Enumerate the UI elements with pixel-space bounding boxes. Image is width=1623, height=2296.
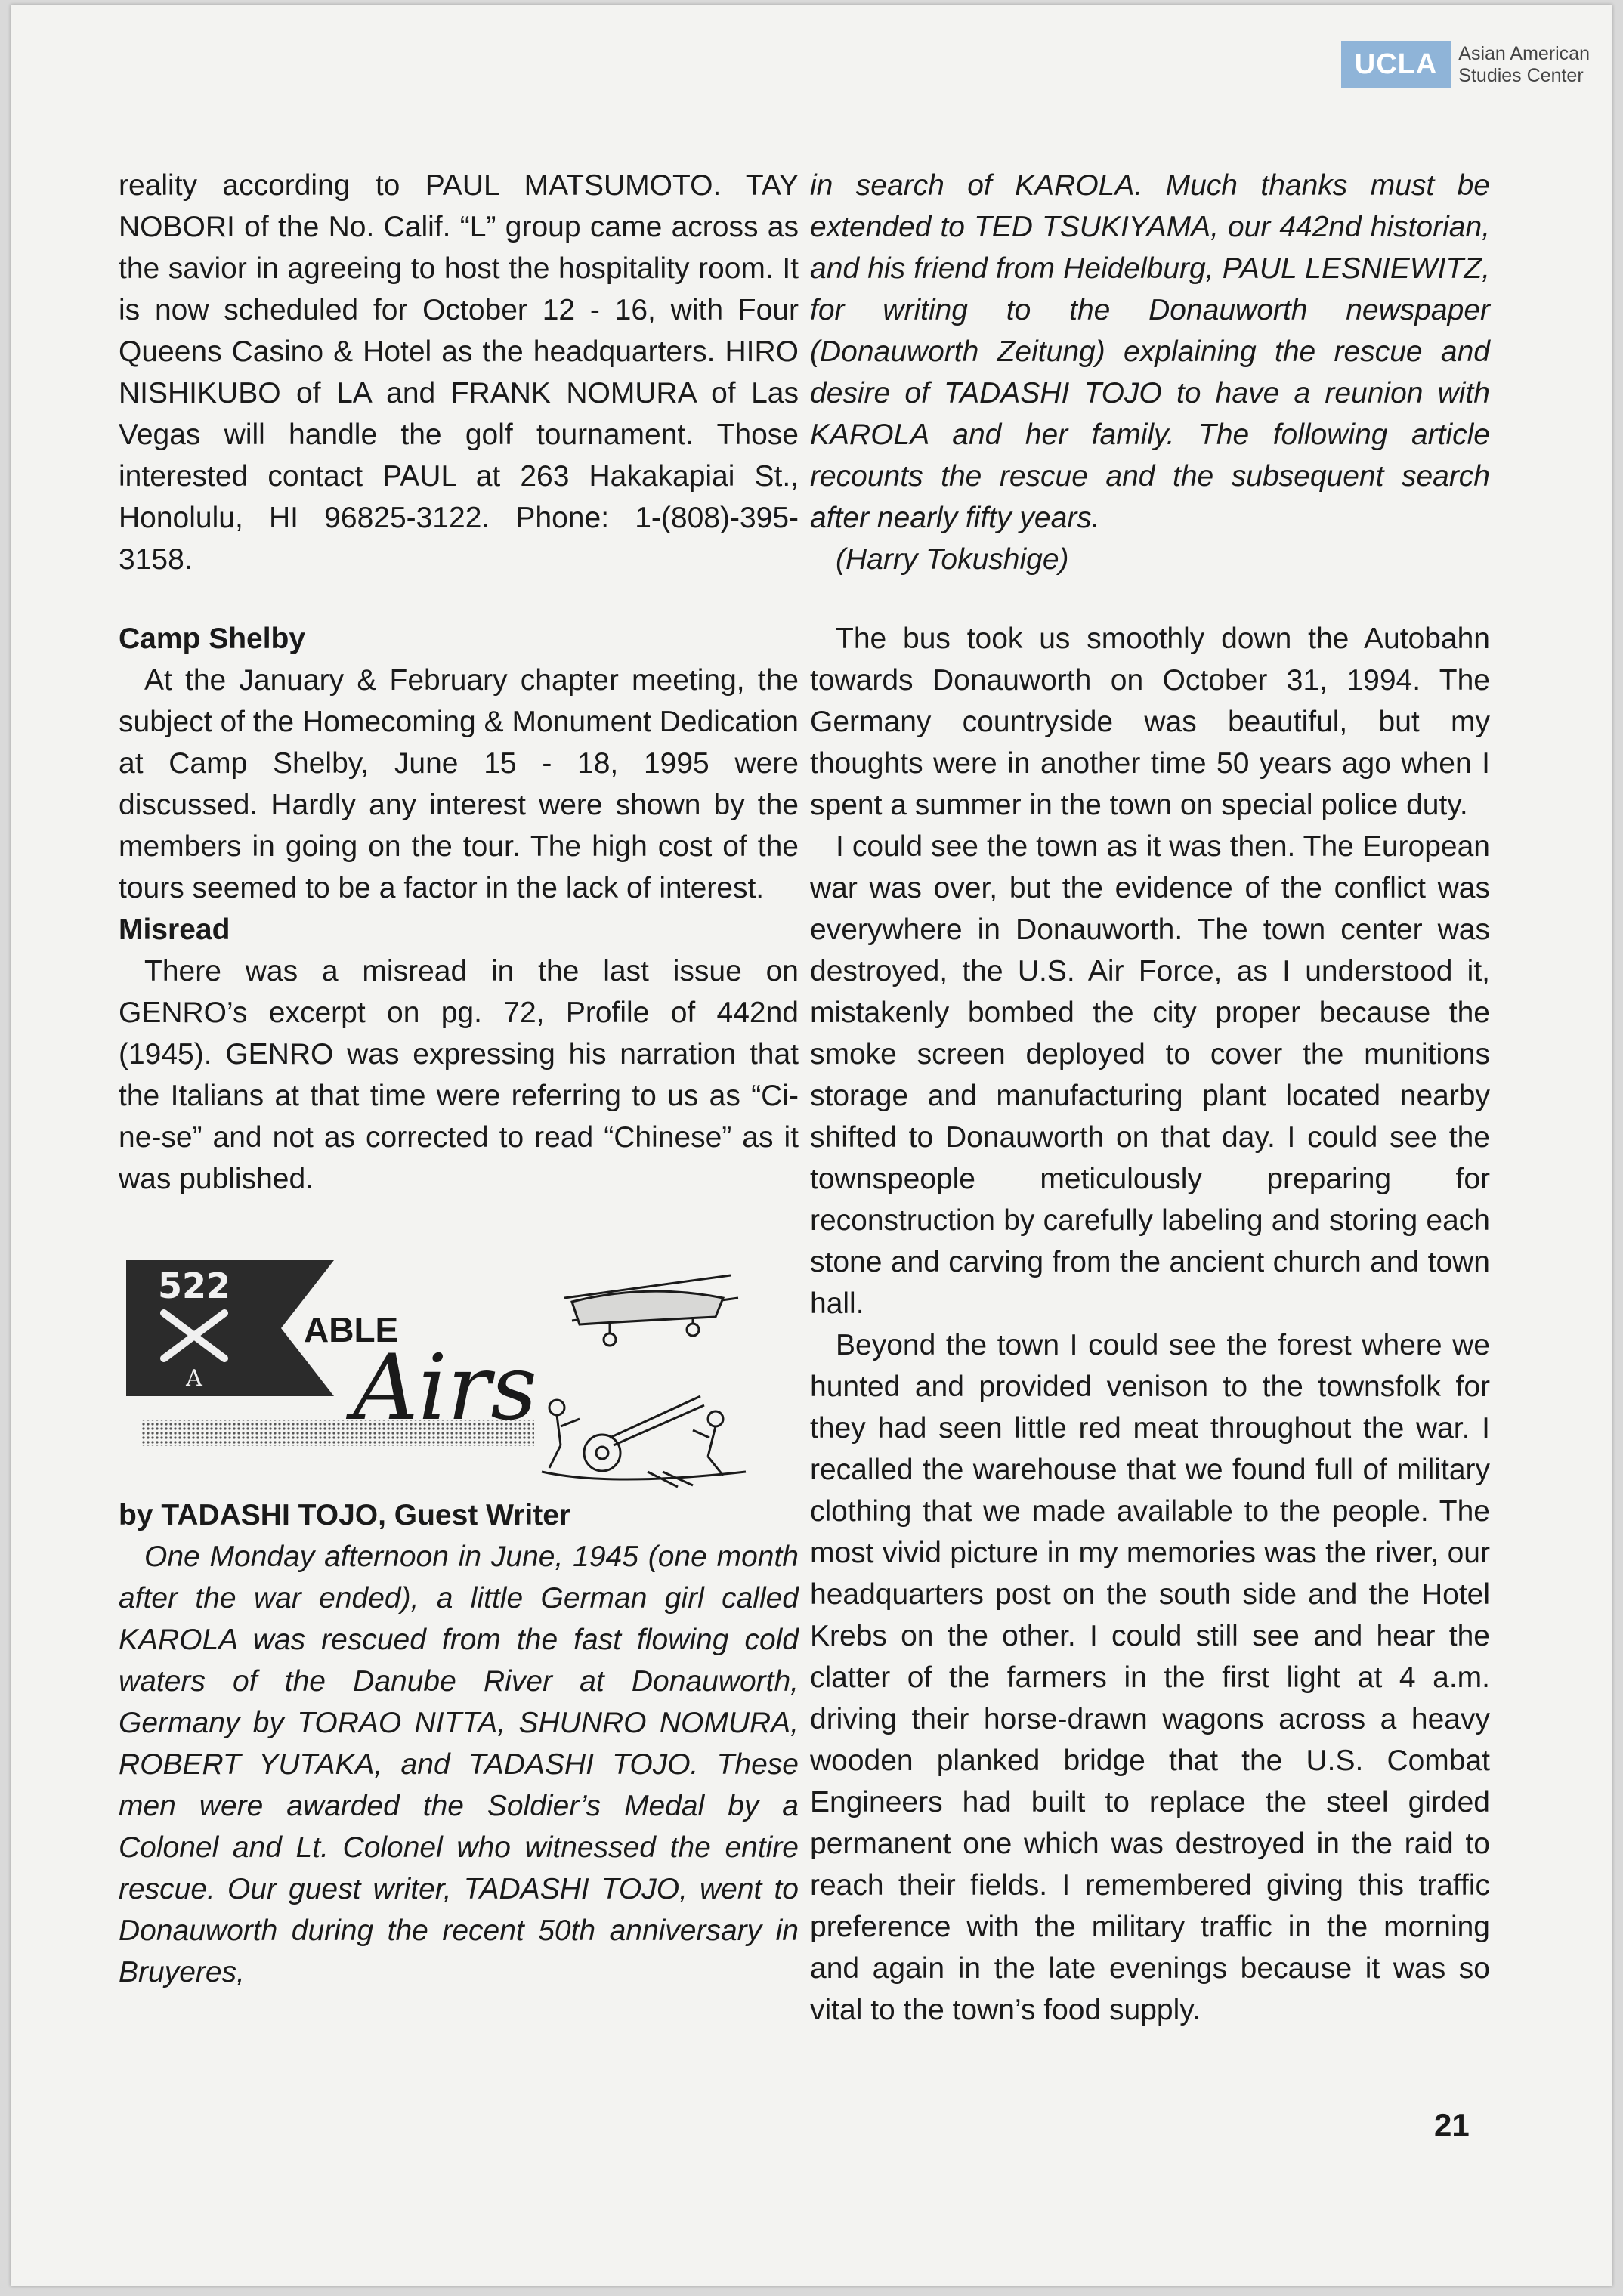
able-airs-graphic xyxy=(119,1245,784,1494)
article-paragraph-1: The bus took us smoothly down the Autobahn towards Donauworth on October 31, 1994. The Germany countryside was beautiful, but my thoughts were in another time 50 years ago when I spent a summer in the town on special police duty. xyxy=(810,623,1490,821)
able-label: ABLE xyxy=(304,1310,399,1349)
badge-caption xyxy=(1458,43,1590,87)
able-airs-logo xyxy=(119,1245,784,1494)
right-column xyxy=(810,165,1490,2031)
byline: by TADASHI TOJO, Guest Writer xyxy=(119,1499,571,1531)
unit-number: 522 xyxy=(157,1265,231,1306)
battery-letter: A xyxy=(186,1365,202,1392)
ucla-logo: UCLA xyxy=(1341,41,1451,88)
intro-paragraph: reality according to PAUL MATSUMOTO. TAY NOBORI of the No. Calif. “L” group came across as the savior in agreeing to host the hospitality room. It is now scheduled for October 12 - 16, with Four Queens Casino & Hotel as the headquarters. HIRO NISHIKUBO of LA and FRANK NOMURA of Las Vegas will handle the golf tournament. Those interested contact PAUL at 263 Hakakapiai St., Honolulu, HI 96825-3122. Phone: 1-(808)-395-3158. xyxy=(119,169,799,576)
left-column xyxy=(119,165,799,1993)
article-paragraph-3: Beyond the town I could see the forest where we hunted and provided venison to the townsfolk for they had seen little red meat throughout the war. I recalled the warehouse that we found full of military clothing that we made available to the people. The most vivid picture in my memories was the river, our headquarters post on the south side and the Hotel Krebs on the other. I could still see and hear the clatter of the farmers in the first light at 4 a.m. driving their horse-drawn wagons across a heavy wooden planked bridge that the U.S. Combat Engineers had built to replace the steel girded permanent one which was destroyed in the raid to reach their fields. I remembered giving this traffic preference with the military traffic in the morning and again in the late evenings because it was so vital to the town’s food supply. xyxy=(810,1329,1490,2026)
ucla-badge xyxy=(1341,41,1590,88)
camp-shelby-heading: Camp Shelby xyxy=(119,623,306,655)
italic-continuation: in search of KAROLA. Much thanks must be extended to TED TSUKIYAMA, our 442nd historian, and his friend from Heidelburg, PAUL LESNIEWITZ, for writing to the Donauworth newspaper (Donauworth Zeitung) explaining the rescue and desire of TADASHI TOJO to have a reunion with KAROLA and her family. The following article recounts the rescue and the subsequent search after nearly fifty years. xyxy=(810,169,1490,534)
airs-script: Airs xyxy=(353,1336,537,1441)
camp-shelby-paragraph: At the January & February chapter meeting, the subject of the Homecoming & Monument Dedication at Camp Shelby, June 15 - 18, 1995 were discussed. Hardly any interest were shown by the members in going on the tour. The high cost of the tours seemed to be a factor in the lack of interest. xyxy=(119,664,799,904)
cannon-crew-icon xyxy=(542,1396,746,1487)
badge-line-1: Asian American xyxy=(1458,42,1590,64)
badge-line-2: Studies Center xyxy=(1458,64,1584,86)
intro-italic-paragraph: One Monday afternoon in June, 1945 (one month after the war ended), a little German girl called KAROLA was rescued from the fast flowing cold waters of the Danube River at Donauworth, Germany by TORAO NITTA, SHUNRO NOMURA, ROBERT YUTAKA, and TADASHI TOJO. These men were awarded the Soldier’s Medal by a Colonel and Lt. Colonel who witnessed the entire rescue. Our guest writer, TADASHI TOJO, went to Donauworth during the recent 50th anniversary in Bruyeres, xyxy=(119,1540,799,1989)
misread-paragraph: There was a misread in the last issue on GENRO’s excerpt on pg. 72, Profile of 442nd (1945). GENRO was expressing his narration that the Italians at that time were referring to us as “Ci-ne-se” and not as corrected to read “Chinese” as it was published. xyxy=(119,955,799,1195)
document-page xyxy=(11,5,1612,2286)
article-paragraph-2: I could see the town as it was then. The European war was over, but the evidence of the conflict was everywhere in Donauworth. The town center was destroyed, the U.S. Air Force, as I understood it, mistakenly bombed the city proper because the smoke screen deployed to cover the munitions storage and manufacturing plant located nearby shifted to Donauworth on that day. I could see the townspeople meticulously preparing for reconstruction by carefully labeling and storing each stone and carving from the ancient church and town hall. xyxy=(810,830,1490,1320)
airplane-icon xyxy=(564,1275,738,1346)
page-number: 21 xyxy=(1434,2107,1470,2143)
attribution: (Harry Tokushige) xyxy=(836,543,1069,576)
misread-heading: Misread xyxy=(119,913,230,946)
